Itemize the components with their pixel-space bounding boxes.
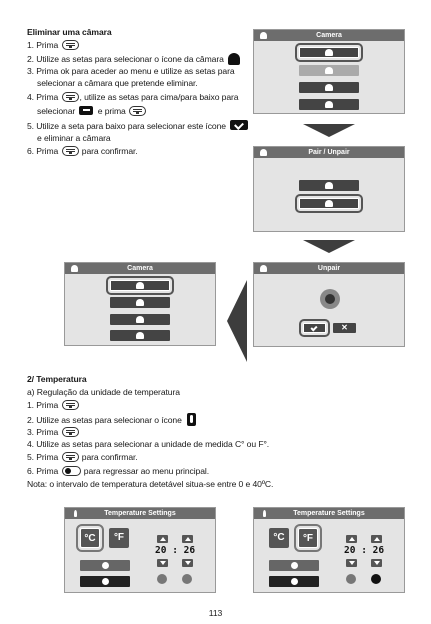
step-6-text: 6. Prima — [27, 146, 59, 156]
pair-button — [299, 180, 359, 191]
arrow-left-icon — [227, 280, 247, 362]
step-2-text: 2. Utilize as setas para selecionar o ícone da câmara — [27, 54, 224, 64]
time-display — [155, 545, 195, 556]
temp-step-6-text: 6. Prima — [27, 466, 59, 476]
temperature-note: Nota: o intervalo de temperatura detetável situa-se entre 0 e 40ºC. — [27, 479, 274, 489]
moon-icon — [102, 578, 109, 585]
screen-header — [65, 508, 215, 519]
minute-down-icon — [182, 559, 193, 567]
home-icon — [260, 32, 267, 39]
music-icon — [102, 562, 109, 569]
minute-down-icon — [371, 559, 382, 567]
step-5 — [27, 120, 248, 132]
step-3-cont: selecionar a câmara que pretende eliminar. — [37, 78, 198, 88]
temp-step-6-text-b: para regressar ao menu principal. — [83, 466, 209, 476]
checkmark-icon — [310, 324, 317, 331]
thermometer-high-icon — [371, 574, 381, 584]
hour-up-icon — [157, 535, 168, 543]
temp-step-5 — [27, 452, 138, 463]
menu-ok-button-icon — [62, 146, 79, 156]
home-icon — [260, 149, 267, 156]
temp-step-4: 4. Utilize as setas para selecionar a unidade de medida C° ou F°. — [27, 439, 270, 449]
step-2 — [27, 53, 242, 65]
step-5-text: 5. Utilize a seta para baixo para selecionar este ícone — [27, 121, 226, 131]
camera-slot-1 — [110, 280, 170, 291]
screen-header — [254, 508, 404, 519]
screen-title: Camera — [127, 265, 153, 272]
section-title-remove-camera: Eliminar uma câmara — [27, 27, 112, 37]
thermometer-icon — [263, 510, 266, 517]
camera-add-icon — [325, 182, 333, 189]
camera-icon — [228, 53, 240, 65]
thermometer-high-icon — [182, 574, 192, 584]
screen-title: Pair / Unpair — [308, 149, 350, 156]
camera-slot-2 — [110, 297, 170, 308]
camera-slot-4 — [299, 99, 359, 110]
celsius-button: °C — [269, 528, 289, 548]
thermometer-icon — [74, 510, 77, 517]
thermometer-icon — [187, 413, 196, 426]
screen-header — [65, 263, 215, 274]
camera-unpair-icon — [320, 289, 340, 309]
hour-down-icon — [157, 559, 168, 567]
camera-slot-4 — [110, 330, 170, 341]
thermometer-low-icon — [157, 574, 167, 584]
minute-up-icon — [371, 535, 382, 543]
camera-icon — [136, 299, 144, 306]
menu-ok-button-icon — [62, 400, 79, 410]
step-6 — [27, 146, 138, 157]
screen-title: Temperature Settings — [104, 510, 176, 517]
page-number: 113 — [208, 608, 223, 618]
temp-step-6 — [27, 466, 209, 477]
menu-ok-button-icon — [62, 92, 79, 102]
camera-icon — [325, 84, 333, 91]
hour-down-icon — [346, 559, 357, 567]
minute-up-icon — [182, 535, 193, 543]
lullaby-button — [269, 560, 319, 571]
camera-icon — [325, 101, 333, 108]
hours-value: 20 — [344, 545, 356, 556]
night-mode-button — [80, 576, 130, 587]
step-5-cont: e eliminar a câmara — [37, 133, 111, 143]
temp-step-2-text: 2. Utilize as setas para selecionar o ícone — [27, 415, 182, 425]
close-icon: ✕ — [341, 323, 348, 332]
hours-value: 20 — [155, 545, 167, 556]
moon-icon — [291, 578, 298, 585]
home-icon — [71, 265, 78, 272]
minutes-value: 26 — [183, 545, 196, 556]
screen-temperature-settings-celsius — [64, 507, 216, 593]
camera-icon — [136, 282, 144, 289]
screen-header — [254, 147, 404, 158]
step-4-select-text: selecionar — [37, 106, 76, 116]
temp-step-1-text: 1. Prima — [27, 400, 59, 410]
step-4-press-text: e prima — [97, 106, 126, 116]
menu-ok-button-icon — [129, 106, 146, 116]
menu-ok-button-icon — [62, 452, 79, 462]
screen-unpair-confirm — [253, 262, 405, 347]
camera-icon — [325, 49, 333, 56]
step-4-text-b: , utilize as setas para cima/para baixo para — [79, 92, 239, 102]
time-separator: : — [172, 545, 178, 556]
camera-icon — [325, 67, 333, 74]
step-4 — [27, 92, 238, 103]
step-3: 3. Prima ok para aceder ao menu e utilize as setas para — [27, 66, 235, 76]
step-4-cont — [37, 106, 147, 117]
screen-camera-menu — [253, 29, 405, 114]
temp-step-1 — [27, 400, 80, 411]
temp-step-3 — [27, 427, 80, 438]
arrow-down-icon — [303, 124, 355, 137]
temp-step-5-text-b: para confirmar. — [81, 452, 138, 462]
hour-up-icon — [346, 535, 357, 543]
time-separator: : — [361, 545, 367, 556]
thermometer-low-icon — [346, 574, 356, 584]
arrow-down-icon — [303, 240, 355, 253]
celsius-button: °C — [80, 528, 100, 548]
camera-slot-3 — [110, 314, 170, 325]
screen-pair-unpair — [253, 146, 405, 232]
temp-step-3-text: 3. Prima — [27, 427, 59, 437]
pair-unpair-icon — [79, 106, 93, 115]
fahrenheit-button: °F — [109, 528, 129, 548]
camera-remove-icon — [325, 200, 333, 207]
step-4-text: 4. Prima — [27, 92, 59, 102]
unpair-button — [299, 198, 359, 209]
screen-header — [254, 30, 404, 41]
camera-icon — [136, 332, 144, 339]
camera-slot-3 — [299, 82, 359, 93]
cancel-button — [333, 323, 356, 333]
step-1-text: 1. Prima — [27, 40, 59, 50]
camera-slot-1 — [299, 47, 359, 58]
camera-slot-2 — [299, 65, 359, 76]
screen-camera-select — [64, 262, 216, 346]
screen-title: Unpair — [317, 265, 341, 272]
minutes-value: 26 — [372, 545, 385, 556]
temp-step-2 — [27, 413, 196, 426]
step-1 — [27, 40, 80, 51]
menu-ok-button-icon — [62, 40, 79, 50]
section-title-temperature: 2/ Temperatura — [27, 374, 87, 384]
sub-title-temperature-unit: a) Regulação da unidade de temperatura — [27, 387, 180, 397]
lullaby-button — [80, 560, 130, 571]
fahrenheit-button: °F — [298, 528, 318, 548]
screen-title: Camera — [316, 32, 342, 39]
screen-title: Temperature Settings — [293, 510, 365, 517]
checkmark-icon — [230, 120, 248, 130]
screen-header — [254, 263, 404, 274]
music-icon — [291, 562, 298, 569]
time-display — [344, 545, 384, 556]
screen-temperature-settings-fahrenheit — [253, 507, 405, 593]
menu-ok-button-icon — [62, 427, 79, 437]
confirm-button — [303, 323, 326, 333]
step-6-text-b: para confirmar. — [81, 146, 138, 156]
night-mode-button — [269, 576, 319, 587]
camera-icon — [136, 316, 144, 323]
temp-step-5-text: 5. Prima — [27, 452, 59, 462]
back-button-icon — [62, 466, 81, 476]
home-icon — [260, 265, 267, 272]
